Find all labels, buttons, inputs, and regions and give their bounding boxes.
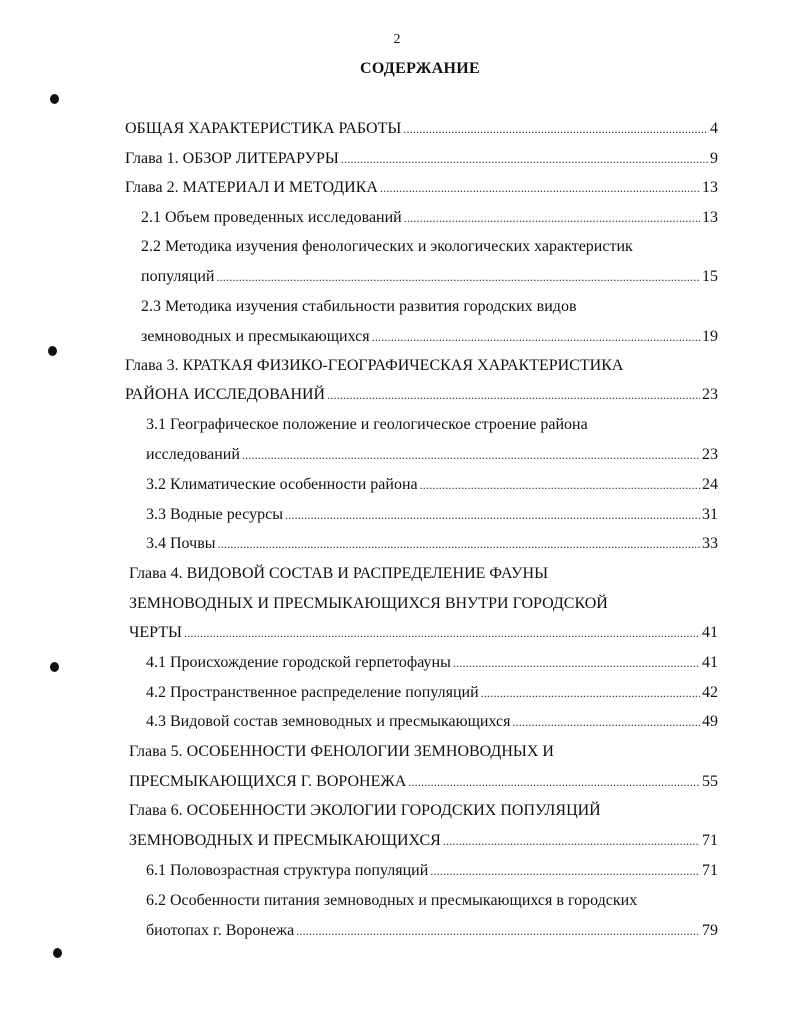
dot-leader	[420, 474, 700, 496]
toc-entry-text: земноводных и пресмыкающихся	[141, 328, 370, 345]
toc-entry-page: 41	[702, 624, 718, 641]
toc-entry-text: 4.3 Видовой состав земноводных и пресмыкающихся	[146, 713, 511, 730]
toc-entry-page: 31	[702, 506, 718, 523]
dot-leader	[242, 444, 700, 466]
toc-entry-text: ЧЕРТЫ	[129, 624, 182, 641]
toc-entry	[146, 474, 718, 496]
page-title: СОДЕРЖАНИЕ	[359, 60, 481, 77]
toc-entry	[129, 622, 718, 644]
toc-entry-text: 6.1 Половозрастная структура популяций	[146, 862, 429, 879]
toc-entry	[125, 384, 718, 406]
toc-entry-page: 79	[702, 922, 718, 939]
toc-entry	[141, 326, 718, 348]
dot-leader	[216, 266, 700, 288]
dot-leader	[341, 148, 708, 170]
toc-entry-text: Глава 6. ОСОБЕННОСТИ ЭКОЛОГИИ ГОРОДСКИХ ПОПУЛЯЦИЙ	[129, 802, 601, 819]
toc-entry-text: ПРЕСМЫКАЮЩИХСЯ Г. ВОРОНЕЖА	[129, 773, 407, 790]
toc-entry-text: 6.2 Особенности питания земноводных и пресмыкающихся в городских	[146, 892, 638, 909]
toc-entry-text: 3.2 Климатические особенности района	[146, 476, 418, 493]
toc-entry	[129, 830, 718, 852]
dot-leader	[404, 207, 700, 229]
toc-entry	[146, 711, 718, 733]
toc-entry	[146, 652, 718, 674]
dot-leader	[443, 830, 700, 852]
dot-leader	[408, 771, 700, 793]
toc-entry-page: 19	[702, 328, 718, 345]
toc-entry-page: 33	[702, 535, 718, 552]
dot-leader	[327, 384, 700, 406]
toc-entry-text: 3.3 Водные ресурсы	[146, 506, 284, 523]
toc-entry	[146, 444, 718, 466]
toc-entry	[129, 800, 718, 822]
toc-entry	[141, 207, 718, 229]
toc-entry	[129, 741, 718, 763]
toc-entry	[125, 355, 718, 377]
toc-entry-text: 2.2 Методика изучения фенологических и экологических характеристик	[141, 238, 633, 255]
toc-entry-text: Глава 3. КРАТКАЯ ФИЗИКО-ГЕОГРАФИЧЕСКАЯ ХАРАКТЕРИСТИКА	[125, 357, 624, 374]
toc-entry-page: 23	[702, 386, 718, 403]
toc-entry-text: ЗЕМНОВОДНЫХ И ПРЕСМЫКАЮЩИХСЯ ВНУТРИ ГОРОДСКОЙ	[129, 595, 608, 612]
dot-leader	[403, 118, 708, 140]
toc-entry-text: исследований	[146, 446, 240, 463]
toc-entry-text: 3.1 Географическое положение и геологическое строение района	[146, 416, 588, 433]
toc-entry	[146, 682, 718, 704]
toc-entry	[129, 771, 718, 793]
toc-entry-page: 71	[702, 862, 718, 879]
dot-leader	[184, 622, 700, 644]
toc-entry-page: 24	[702, 476, 718, 493]
toc-entry-text: Глава 5. ОСОБЕННОСТИ ФЕНОЛОГИИ ЗЕМНОВОДНЫХ И	[129, 743, 554, 760]
toc-entry	[146, 890, 718, 912]
toc-entry	[141, 266, 718, 288]
toc-entry-text: Глава 4. ВИДОВОЙ СОСТАВ И РАСПРЕДЕЛЕНИЕ ФАУНЫ	[129, 565, 549, 582]
dot-leader	[218, 533, 701, 555]
toc-entry-page: 55	[702, 773, 718, 790]
toc-entry-text: биотопах г. Воронежа	[146, 922, 295, 939]
dot-leader	[296, 920, 700, 942]
toc-entry-page: 15	[702, 268, 718, 285]
toc-entry-text: ЗЕМНОВОДНЫХ И ПРЕСМЫКАЮЩИХСЯ	[129, 832, 441, 849]
toc-entry	[125, 177, 718, 199]
toc-entry-page: 49	[702, 713, 718, 730]
dot-leader	[453, 652, 700, 674]
toc-entry	[146, 860, 718, 882]
toc-entry-text: 4.2 Пространственное распределение популяций	[146, 684, 479, 701]
toc-entry-text: 2.1 Объем проведенных исследований	[141, 209, 402, 226]
toc-entry-text: популяций	[141, 268, 215, 285]
toc-entry-text: Глава 2. МАТЕРИАЛ И МЕТОДИКА	[125, 179, 378, 196]
page-number: 2	[393, 32, 401, 47]
toc-entry	[129, 563, 718, 585]
toc-entry-page: 9	[710, 150, 718, 167]
dot-leader	[481, 682, 700, 704]
toc-entry	[141, 296, 718, 318]
toc-entry-text: 3.4 Почвы	[146, 535, 216, 552]
toc-entry-page: 13	[702, 209, 718, 226]
toc-entry	[146, 414, 718, 436]
dot-leader	[372, 326, 700, 348]
toc-entry	[125, 118, 718, 140]
toc-entry-text: ОБЩАЯ ХАРАКТЕРИСТИКА РАБОТЫ	[125, 120, 402, 137]
toc-entry-text: 4.1 Происхождение городской герпетофауны	[146, 654, 451, 671]
toc-entry	[146, 920, 718, 942]
toc-entry	[146, 504, 718, 526]
toc-entry-page: 41	[702, 654, 718, 671]
toc-entry-page: 13	[702, 179, 718, 196]
toc-entry-page: 71	[702, 832, 718, 849]
dot-leader	[430, 860, 700, 882]
dot-leader	[380, 177, 700, 199]
toc-entry	[129, 593, 718, 615]
toc-entry-text: РАЙОНА ИССЛЕДОВАНИЙ	[125, 386, 326, 403]
toc-entry-page: 42	[702, 684, 718, 701]
dot-leader	[285, 504, 700, 526]
toc-entry	[125, 148, 718, 170]
dot-leader	[512, 711, 700, 733]
toc-entry-page: 23	[702, 446, 718, 463]
toc-entry-page: 4	[710, 120, 718, 137]
toc-entry-text: 2.3 Методика изучения стабильности развития городских видов	[141, 298, 577, 315]
toc-entry	[146, 533, 718, 555]
toc-entry-text: Глава 1. ОБЗОР ЛИТЕРАРУРЫ	[125, 150, 339, 167]
toc-entry	[141, 236, 718, 258]
